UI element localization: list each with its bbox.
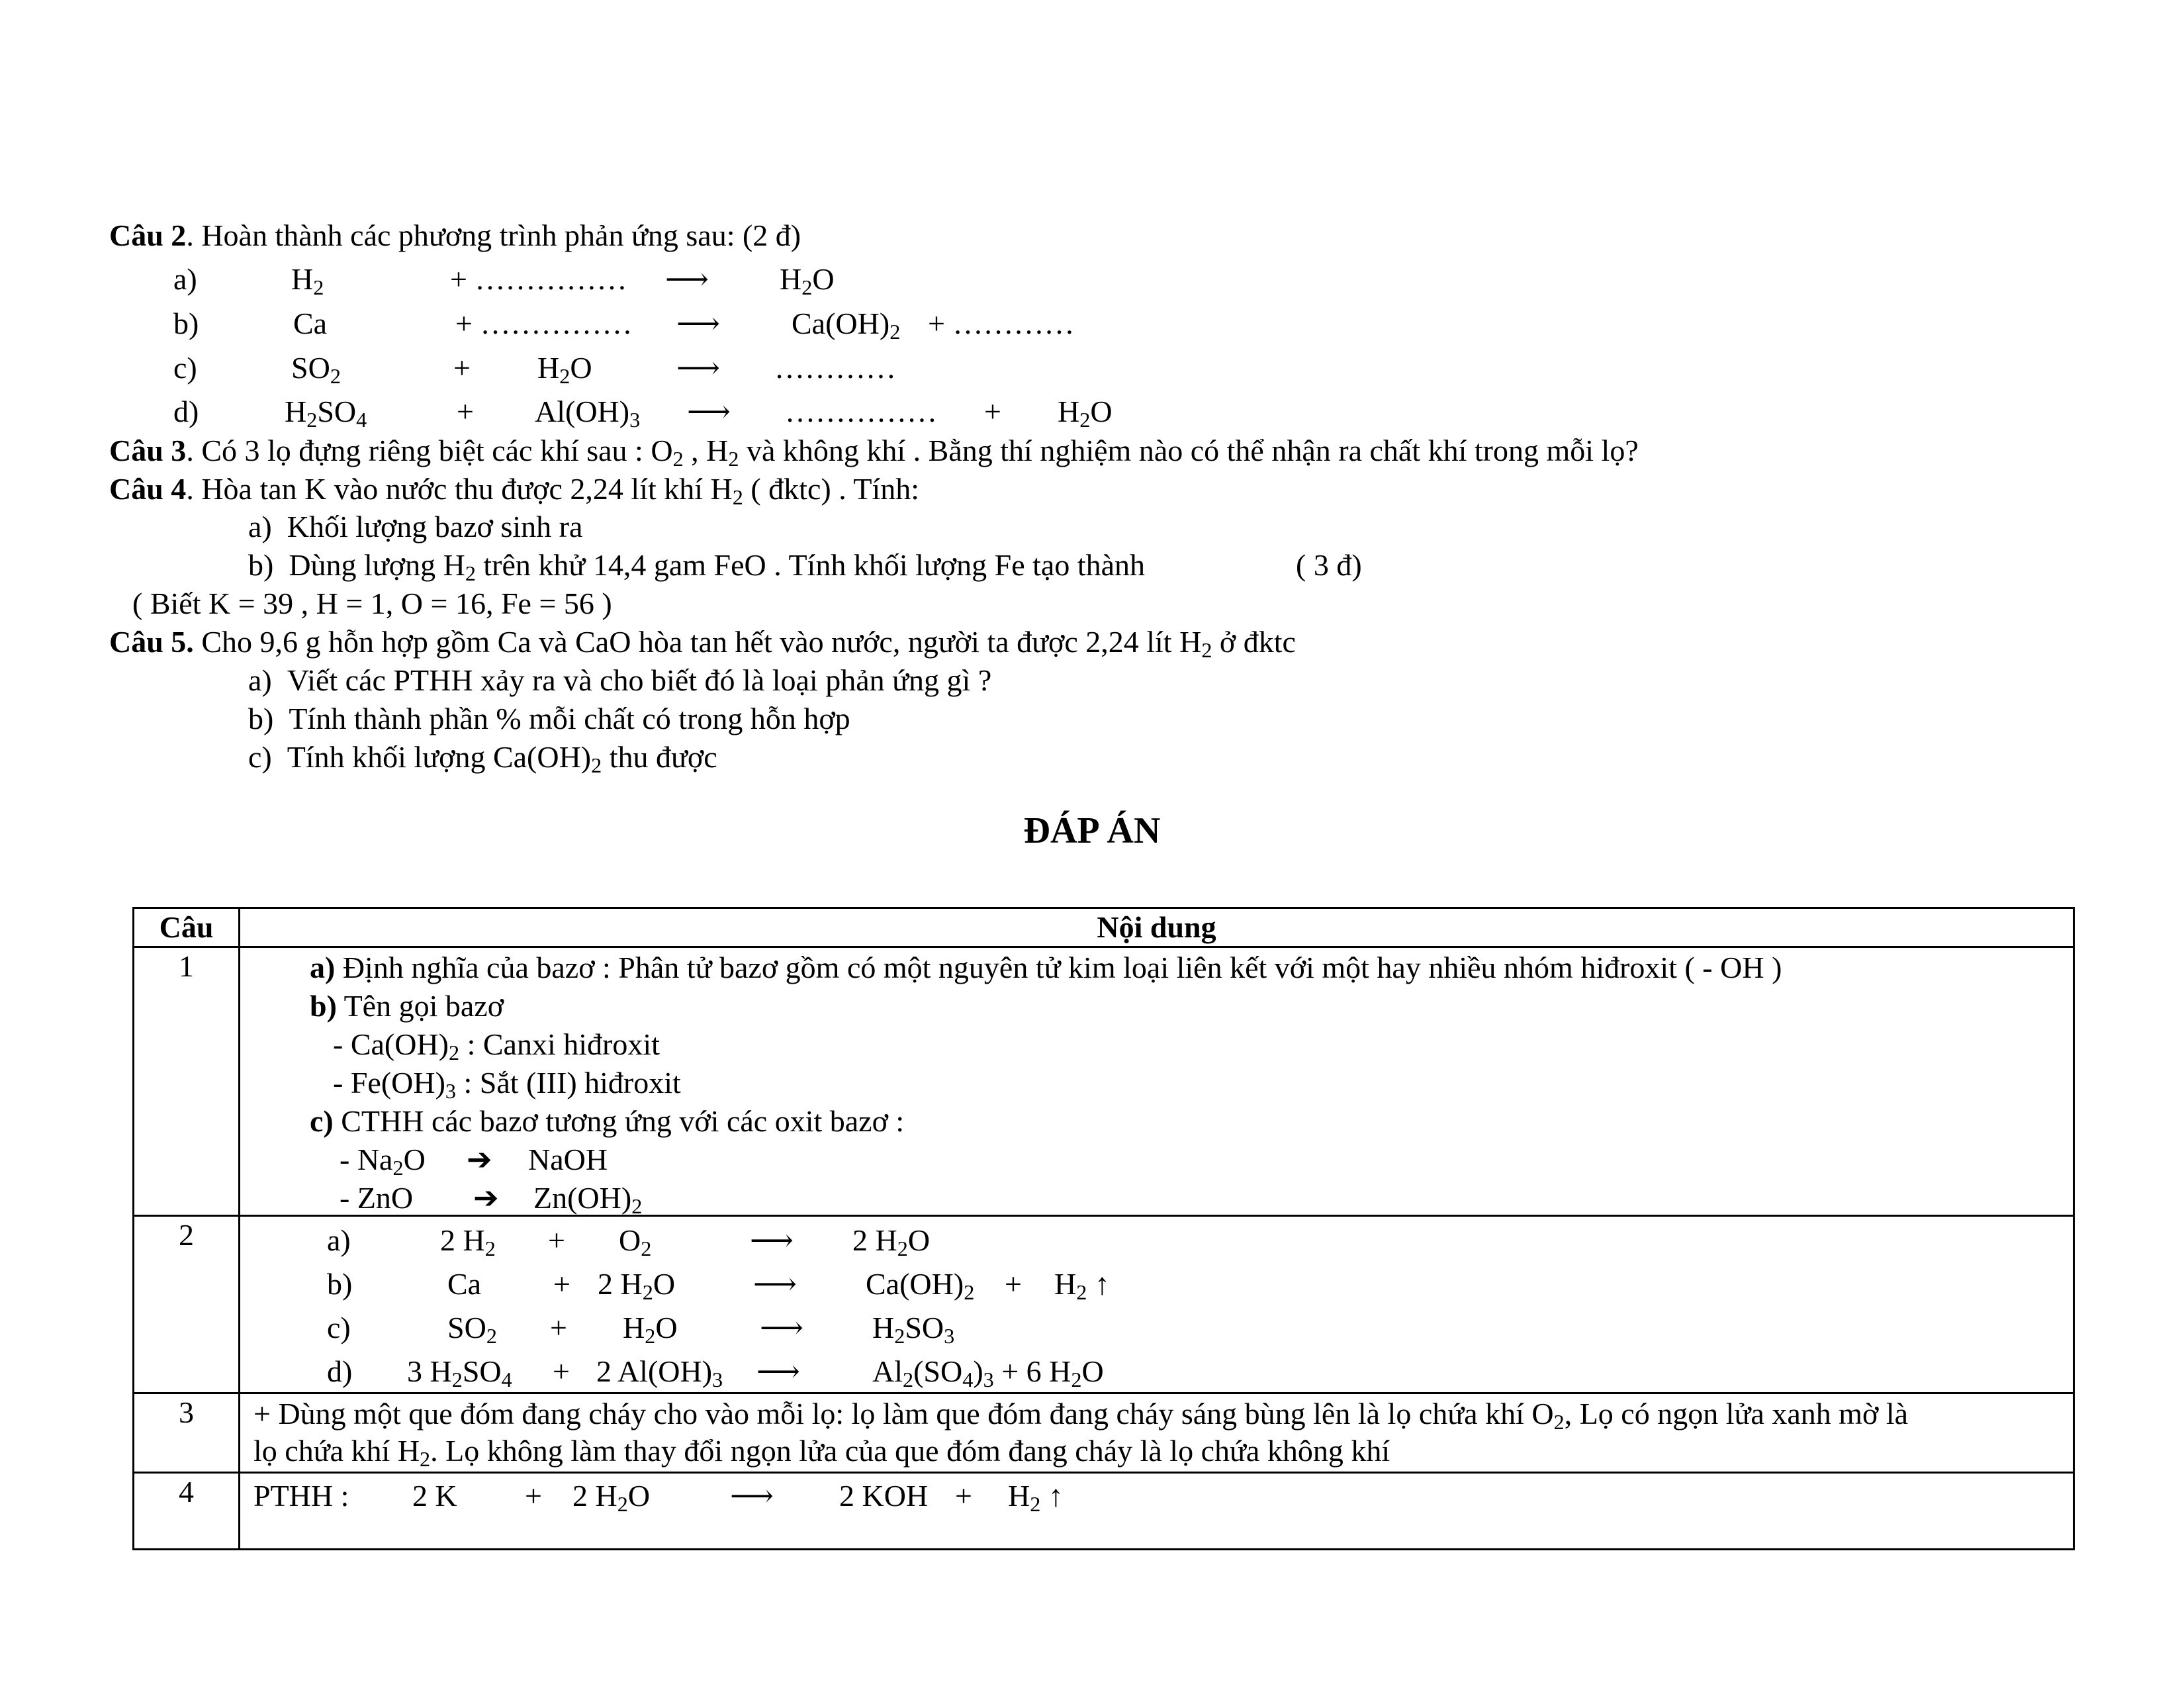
question-4-given: ( Biết K = 39 , H = 1, O = 16, Fe = 56 ): [132, 586, 612, 620]
question-5-c: c) Tính khối lượng $Ca(OH)_2$ thu được: [248, 740, 717, 778]
question-4: Câu 4. Hòa tan K vào nước thu được 2,24 lít khí $H_2$ ( đktc) . Tính:: [109, 472, 920, 510]
arrow-icon: ⟶: [750, 1223, 794, 1257]
header-noi-dung: Nội dung: [240, 908, 2074, 947]
eq-operator: +: [457, 395, 474, 428]
row-content: [240, 1473, 2074, 1550]
eq-product: 2 $H_2O$: [852, 1223, 931, 1261]
eq-operator: +: [550, 1311, 567, 1344]
question-3: Câu 3. Có 3 lọ đựng riêng biệt các khí sau : $O_2$ , $H_2$ và không khí . Bằng thí nghiệm nào có thể nhận ra chất khí trong mỗi lọ?: [109, 434, 1639, 471]
table-header-row: [134, 908, 2074, 947]
answer-1a: a) Định nghĩa của bazơ : Phân tử bazơ gồm có một nguyên tử kim loại liên kết với một hay nhiều nhóm hiđroxit ( - OH ): [310, 951, 1782, 984]
eq-operator: +: [1005, 1267, 1022, 1301]
eq-operator: + ……………: [455, 306, 633, 340]
answer-1c-product: NaOH: [528, 1143, 608, 1176]
row-number: 2: [134, 1216, 240, 1393]
eq-product: $Ca(OH)_2$: [866, 1267, 975, 1305]
question-2-heading: [109, 217, 801, 254]
row-content: [240, 1393, 2074, 1473]
answer-1c: c) CTHH các bazơ tương ứng với các oxit bazơ :: [310, 1104, 905, 1138]
question-text: . Hoàn thành các phương trình phản ứng sau: (2 đ): [186, 218, 801, 252]
arrow-icon: ⟶: [760, 1311, 803, 1344]
answer-3-line: lọ chứa khí $H_2$. Lọ không làm thay đổi ngọn lửa của que đóm đang cháy là lọ chứa không khí: [253, 1434, 1390, 1472]
answer-table: [132, 907, 2075, 1550]
eq-letter: b): [173, 306, 199, 340]
eq-reactant: $H_2SO_4$: [285, 395, 367, 432]
eq-reactant: $O_2$: [619, 1223, 652, 1261]
eq-letter: d): [327, 1354, 353, 1388]
eq-letter: b): [327, 1267, 353, 1301]
eq-reactant: $H_2O$: [623, 1311, 678, 1348]
question-4-points: ( 3 đ): [1296, 548, 1362, 582]
eq-reactant: 2 $H_2O$: [598, 1267, 676, 1305]
eq-reactant: 2 K: [412, 1479, 457, 1513]
eq-letter: a): [327, 1223, 351, 1257]
eq-product: $H_2$ ↑: [1054, 1267, 1110, 1305]
eq-reactant: $H_2O$: [537, 351, 592, 389]
arrow-up-icon: ↑: [1048, 1479, 1064, 1513]
eq-reactant: 2 $H_2O$: [572, 1479, 651, 1517]
row-content: [240, 1216, 2074, 1393]
question-4-b: b) Dùng lượng $H_2$ trên khử 14,4 gam FeO . Tính khối lượng Fe tạo thành: [248, 548, 1146, 586]
eq-product: $Al_2(SO_4)_3 + 6$ $H_2O$: [872, 1354, 1104, 1392]
eq-product: …………: [774, 351, 896, 385]
eq-tail: $H_2O$: [1058, 395, 1113, 432]
question-label: Câu 3: [109, 434, 187, 467]
row-content: [240, 947, 2074, 1219]
eq-reactant: $SO_2$: [447, 1311, 497, 1348]
eq-reactant: 2 $H_2$: [440, 1223, 496, 1261]
arrow-icon: ➔: [473, 1181, 499, 1215]
arrow-icon: ⟶: [756, 1354, 800, 1388]
eq-operator: +: [955, 1479, 972, 1513]
arrow-up-icon: ↑: [1094, 1267, 1110, 1301]
question-5-b: b) Tính thành phần % mỗi chất có trong hỗn hợp: [248, 702, 850, 735]
question-4-a: a) Khối lượng bazơ sinh ra: [248, 510, 583, 543]
eq-product: ……………: [785, 395, 937, 428]
eq-operator: +: [548, 1223, 565, 1257]
eq-tail: + …………: [928, 306, 1075, 340]
eq-operator: +: [453, 351, 471, 385]
eq-product: $H_2SO_3$: [872, 1311, 955, 1348]
answer-3-line: + Dùng một que đóm đang cháy cho vào mỗi lọ: lọ làm que đóm đang cháy sáng bùng lên là lọ chứa khí $O_2$, Lọ có ngọn lửa xanh mờ là: [253, 1397, 1909, 1434]
eq-letter: c): [173, 351, 197, 385]
eq-product: $H_2$ ↑: [1008, 1479, 1064, 1517]
arrow-icon: ⟶: [687, 395, 731, 428]
eq-reactant: $SO_2$: [291, 351, 341, 389]
answer-1c-product: $Zn(OH)_2$: [533, 1181, 643, 1219]
eq-product: $Ca(OH)_2$: [792, 306, 901, 344]
eq-reactant: Ca: [293, 306, 328, 340]
eq-letter: a): [173, 262, 197, 296]
answer-title: ĐÁP ÁN: [1023, 810, 1161, 851]
answer-1b-item: - $Ca(OH)_2$ : Canxi hiđroxit: [333, 1027, 660, 1065]
row-number: 1: [134, 947, 240, 1216]
arrow-icon: ⟶: [676, 306, 720, 340]
eq-product: 2 KOH: [839, 1479, 929, 1513]
eq-operator: +: [553, 1354, 570, 1388]
table-row: [134, 1393, 2074, 1473]
table-row: [134, 1216, 2074, 1393]
arrow-icon: ⟶: [665, 262, 709, 296]
row-number: 4: [134, 1473, 240, 1550]
eq-tail: +: [984, 395, 1001, 428]
arrow-icon: ⟶: [730, 1479, 774, 1513]
eq-operator: + ……………: [450, 262, 627, 296]
question-label: Câu 2: [109, 218, 187, 252]
table-row: [134, 1473, 2074, 1550]
pthh-label: PTHH :: [253, 1479, 349, 1513]
eq-letter: d): [173, 395, 199, 428]
eq-operator: +: [525, 1479, 542, 1513]
eq-letter: c): [327, 1311, 351, 1344]
answer-1b: b) Tên gọi bazơ: [310, 989, 504, 1023]
eq-reactant: 3 $H_2SO_4$: [407, 1354, 512, 1392]
eq-reactant: $Al(OH)_3$: [535, 395, 641, 432]
table-row: [134, 947, 2074, 1216]
arrow-icon: ➔: [467, 1143, 492, 1176]
row-number: 3: [134, 1393, 240, 1473]
question-label: Câu 4: [109, 472, 187, 506]
eq-reactant: 2 $Al(OH)_3$: [596, 1354, 723, 1392]
question-5-a: a) Viết các PTHH xảy ra và cho biết đó là loại phản ứng gì ?: [248, 663, 992, 697]
arrow-icon: ⟶: [753, 1267, 797, 1301]
eq-reactant: Ca: [447, 1267, 482, 1301]
arrow-icon: ⟶: [676, 351, 720, 385]
answer-1b-item: - $Fe(OH)_3$ : Sắt (III) hiđroxit: [333, 1066, 681, 1103]
header-cau: Câu: [134, 908, 240, 947]
answer-1c-item: - $Na_2O$: [340, 1143, 426, 1180]
eq-product: $H_2O$: [780, 262, 835, 300]
eq-reactant: $H_2$: [291, 262, 324, 300]
question-5: Câu 5. Cho 9,6 g hỗn hợp gồm Ca và CaO hòa tan hết vào nước, người ta được 2,24 lít $H_2$ ở đktc: [109, 625, 1296, 663]
question-label: Câu 5.: [109, 625, 194, 659]
answer-1c-item: - ZnO: [340, 1181, 414, 1215]
eq-operator: +: [553, 1267, 570, 1301]
